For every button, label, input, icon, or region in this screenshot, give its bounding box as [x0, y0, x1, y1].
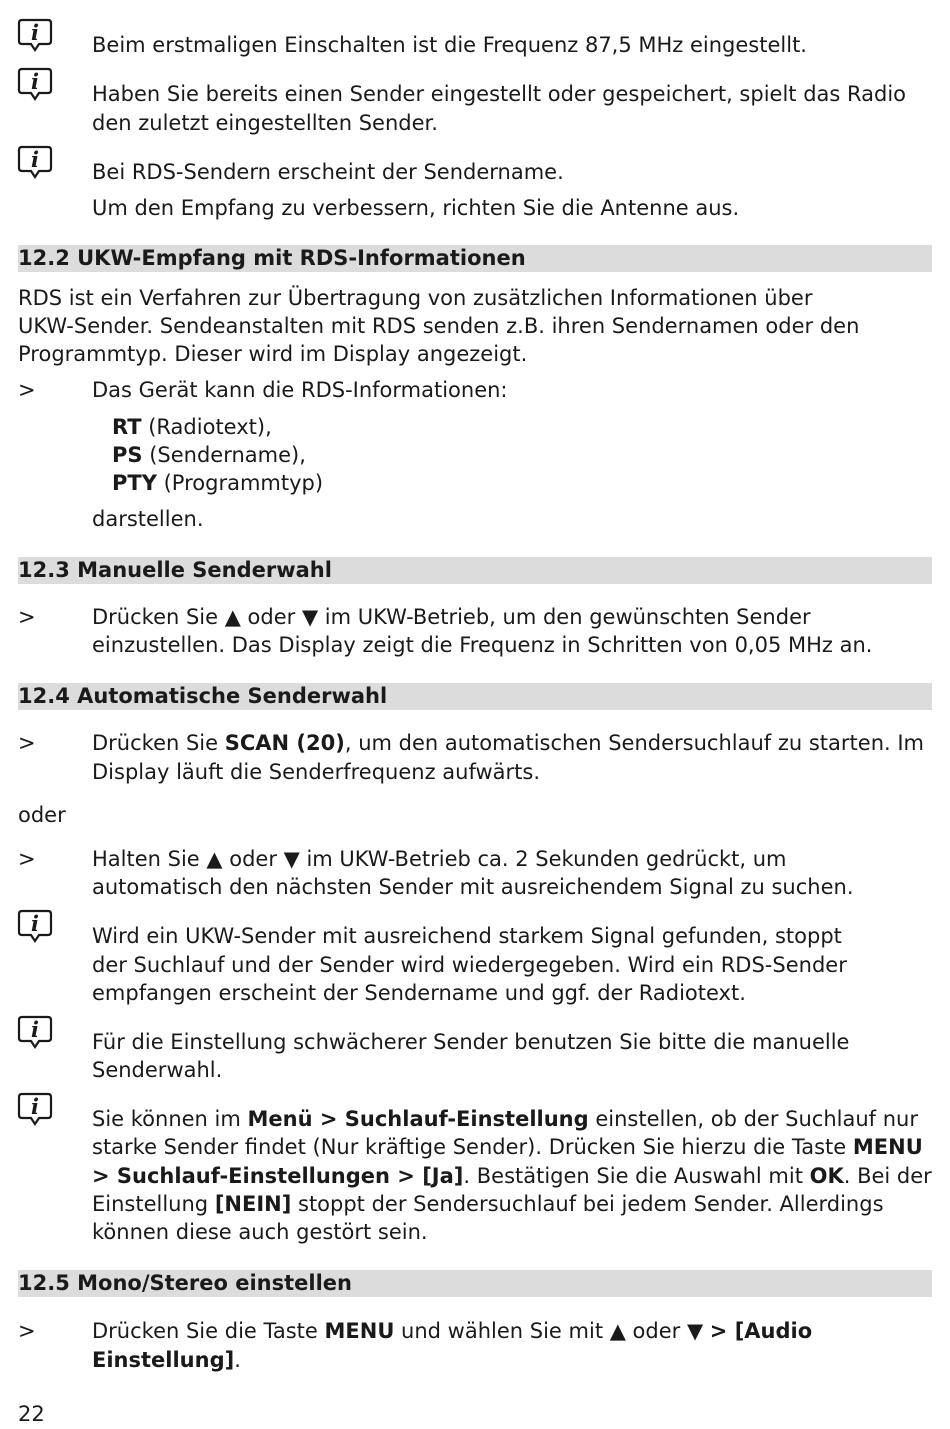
rds-item-rt: RT (Radiotext),: [112, 415, 272, 439]
info-text: Haben Sie bereits einen Sender eingestellt oder gespeichert, spielt das Radio: [92, 82, 907, 106]
info-text: Beim erstmaligen Einschalten ist die Frequenz 87,5 MHz eingestellt.: [92, 33, 807, 57]
info-icon: [17, 1092, 53, 1126]
bullet-marker: >: [18, 605, 36, 629]
info-text: empfangen erscheint der Sendername und ggf. der Radiotext.: [92, 981, 746, 1005]
rds-item-pty: PTY (Programmtyp): [112, 471, 324, 495]
svg-text:i: i: [31, 69, 39, 94]
svg-text:i: i: [31, 1094, 39, 1119]
rds-item-ps: PS (Sendername),: [112, 443, 306, 467]
info-text: Für die Einstellung schwächerer Sender benutzen Sie bitte die manuelle: [92, 1030, 850, 1054]
info-text: Sie können im Menü > Suchlauf-Einstellung einstellen, ob der Suchlauf nur: [92, 1107, 918, 1131]
bullet-marker: >: [18, 1319, 36, 1343]
section-heading: 12.3 Manuelle Senderwahl: [18, 557, 932, 584]
section-heading: 12.5 Mono/Stereo einstellen: [18, 1270, 932, 1297]
info-text: Um den Empfang zu verbessern, richten Sie die Antenne aus.: [92, 196, 740, 220]
bullet-text: einzustellen. Das Display zeigt die Frequenz in Schritten von 0,05 MHz an.: [92, 633, 873, 657]
svg-text:i: i: [31, 1017, 39, 1042]
bullet-text: Einstellung].: [92, 1348, 241, 1372]
info-icon: [17, 909, 53, 943]
page-number: 22: [18, 1402, 45, 1426]
svg-text:i: i: [31, 911, 39, 936]
info-text: starke Sender findet (Nur kräftige Sender). Drücken Sie hierzu die Taste MENU: [92, 1135, 923, 1159]
paragraph: UKW-Sender. Sendeanstalten mit RDS senden z.B. ihren Sendernamen oder den: [18, 314, 860, 338]
paragraph: oder: [18, 803, 66, 827]
info-text: den zuletzt eingestellten Sender.: [92, 111, 438, 135]
info-text: der Suchlauf und der Sender wird wiedergegeben. Wird ein RDS-Sender: [92, 953, 847, 977]
bullet-text: Drücken Sie ▲ oder ▼ im UKW-Betrieb, um den gewünschten Sender: [92, 605, 811, 629]
paragraph: RDS ist ein Verfahren zur Übertragung von zusätzlichen Informationen über: [18, 286, 813, 310]
info-icon: [17, 1015, 53, 1049]
info-text: Einstellung [NEIN] stoppt der Sendersuchlauf bei jedem Sender. Allerdings: [92, 1192, 884, 1216]
bullet-text: automatisch den nächsten Sender mit ausreichendem Signal zu suchen.: [92, 875, 854, 899]
paragraph: darstellen.: [92, 507, 204, 531]
bullet-marker: >: [18, 847, 36, 871]
section-heading: 12.4 Automatische Senderwahl: [18, 683, 932, 710]
info-text: Senderwahl.: [92, 1058, 223, 1082]
bullet-text: Halten Sie ▲ oder ▼ im UKW-Betrieb ca. 2 Sekunden gedrückt, um: [92, 847, 787, 871]
section-heading: 12.2 UKW-Empfang mit RDS-Informationen: [18, 245, 932, 272]
info-text: können diese auch gestört sein.: [92, 1220, 428, 1244]
info-icon: [17, 145, 53, 179]
info-icon: [17, 67, 53, 101]
svg-text:i: i: [31, 147, 39, 172]
bullet-text: Display läuft die Senderfrequenz aufwärts.: [92, 760, 541, 784]
paragraph: Programmtyp. Dieser wird im Display angezeigt.: [18, 342, 528, 366]
bullet-marker: >: [18, 731, 36, 755]
bullet-text: Das Gerät kann die RDS-Informationen:: [92, 378, 508, 402]
info-text: > Suchlauf-Einstellungen > [Ja]. Bestätigen Sie die Auswahl mit OK. Bei der: [92, 1164, 932, 1188]
bullet-text: Drücken Sie die Taste MENU und wählen Sie mit ▲ oder ▼ > [Audio: [92, 1319, 813, 1343]
svg-text:i: i: [31, 20, 39, 45]
bullet-text: Drücken Sie SCAN (20), um den automatischen Sendersuchlauf zu starten. Im: [92, 731, 925, 755]
bullet-marker: >: [18, 378, 36, 402]
info-text: Wird ein UKW-Sender mit ausreichend starkem Signal gefunden, stoppt: [92, 924, 842, 948]
info-text: Bei RDS-Sendern erscheint der Sendername.: [92, 160, 564, 184]
info-icon: [17, 18, 53, 52]
